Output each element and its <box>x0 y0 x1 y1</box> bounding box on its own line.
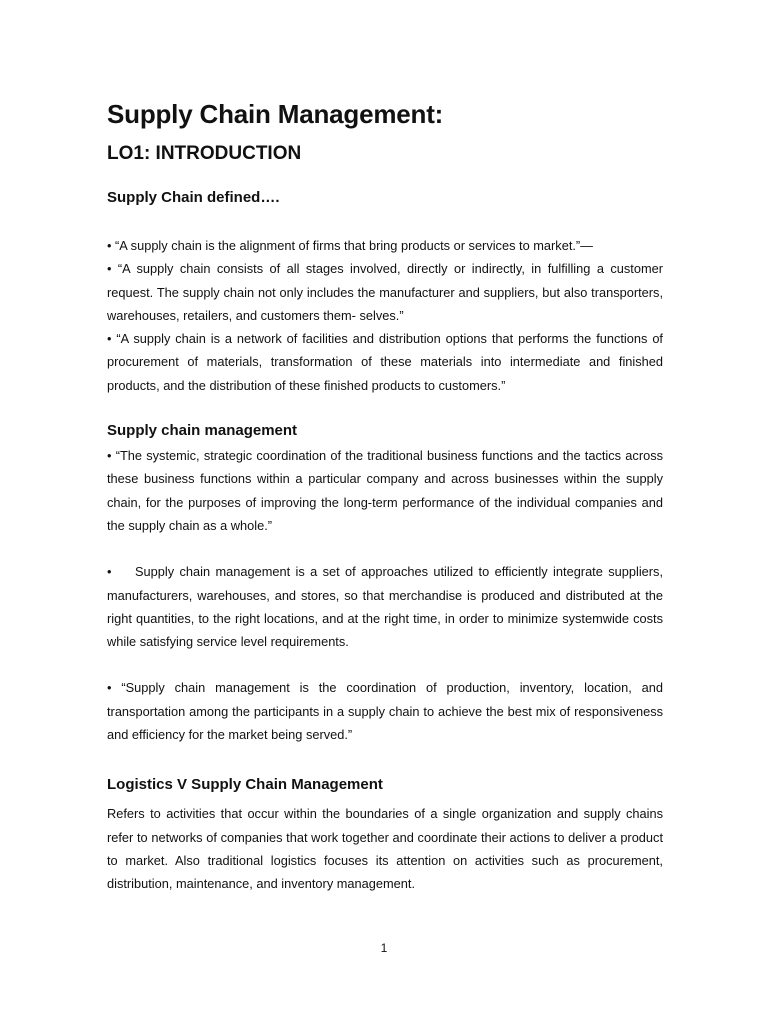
scm-bullet-1: • “The systemic, strategic coordination of the traditional business functions and the tactics across these business functions within a particular company and across businesses within the supply chain, for the purposes of improving the long-term performance of the individual companies and the supply chain as a whole.” <box>107 448 663 533</box>
defined-bullet-2: • “A supply chain consists of all stages involved, directly or indirectly, in fulfilling a customer request. The supply chain not only includes the manufacturer and suppliers, but also transporters, warehouses, retailers, and customers them- selves.” <box>107 261 663 323</box>
logistics-paragraph: Refers to activities that occur within the boundaries of a single organization and supply chains refer to networks of companies that work together and coordinate their actions to deliver a product to market. Also traditional logistics focuses its attention on activities such as procurement, distribution, maintenance, and inventory management. <box>107 806 663 892</box>
defined-bullet-3: • “A supply chain is a network of facilities and distribution options that performs the functions of procurement of materials, transformation of these materials into intermediate and finished products, and the distribution of these finished products to customers.” <box>107 331 663 393</box>
section-heading-defined: Supply Chain defined…. <box>107 189 280 206</box>
page-number: 1 <box>380 941 388 955</box>
section-heading-logistics: Logistics V Supply Chain Management <box>107 776 383 794</box>
section-heading-scm: Supply chain management <box>107 422 298 440</box>
scm-bullet-3: • “Supply chain management is the coordination of production, inventory, location, and transportation among the participants in a supply chain to achieve the best mix of responsiveness and efficiency for the market being served.” <box>107 680 663 743</box>
bullet-symbol: • <box>107 564 112 580</box>
scm-bullet-2-text: Supply chain management is a set of approaches utilized to efficiently integrate suppliers, manufacturers, warehouses, and stores, so that merchandise is produced and distributed at the right quantities, to the right locations, and at the right time, in order to minimize systemwide costs while satisfying service level requirements. <box>107 564 663 650</box>
defined-bullet-1: • “A supply chain is the alignment of firms that bring products or services to market.”— <box>107 238 593 253</box>
lo-heading: LO1: INTRODUCTION <box>107 143 302 164</box>
page-content <box>107 97 663 896</box>
document-title: Supply Chain Management: <box>107 99 444 129</box>
scm-bullet-2 <box>107 560 663 653</box>
